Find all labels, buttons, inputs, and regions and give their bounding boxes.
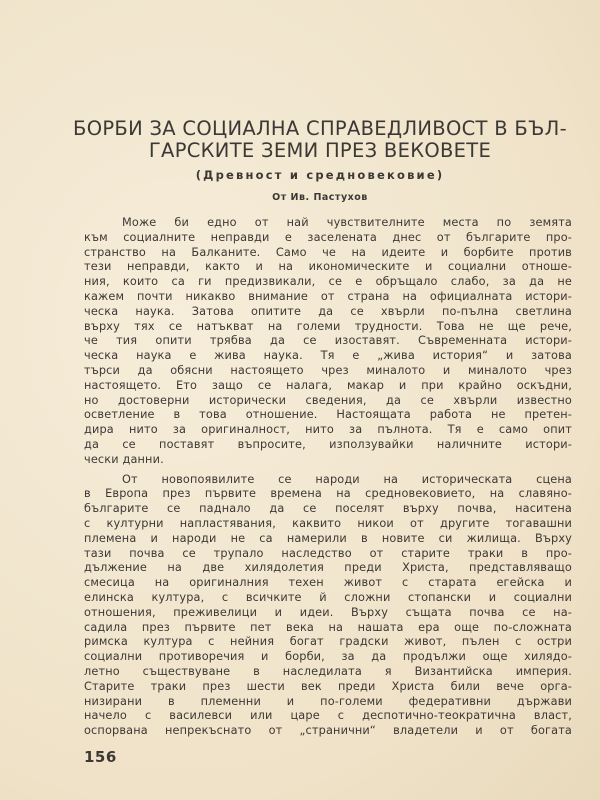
text-line: социални противоречия и борби, за да продължи още хилядо- [84,650,572,664]
text-line: садила през първите пет века на нашата ера още по-сложната [84,620,572,634]
text-line: начело с василевси или царе с деспотично-теократична власт, [84,709,572,723]
text-line: чески данни. [84,452,164,466]
text-line: с културни напластявания, каквито никои от другите тогавашни [84,516,572,530]
text-line: настоящето. Ето защо се налага, макар и при крайно оскъдни, [84,378,572,392]
text-line: елинска култура, с всичките й сложни стопански и социални [84,590,572,604]
page-number: 156 [84,748,117,766]
text-line: към социалните неправди е заселената днес от българите про- [84,230,572,244]
text-line: отношения, преживелици и идеи. Върху същата почва се на- [84,605,572,619]
paragraph-1 [84,216,572,468]
text-line: низирани в племенни и по-големи федеративни държави [84,694,572,708]
text-line: да се поставят въпросите, използувайки наличните истори- [84,437,572,451]
text-line: римска култура с нейния богат градски живот, пълен с остри [84,635,572,649]
text-line: върху тях се натъкват на големи трудности. Това не ще рече, [84,319,572,333]
text-line: летно съществуване в наследилата я Византийска империя. [84,664,572,678]
text-line: оспорвана непрекъснато от „странични“ владетели и от богата [84,724,572,738]
text-line: племена и народи не са намерили в новите си жилища. Върху [84,531,572,545]
text-line: кажем почти никакво внимание от страна на официалната истори- [84,289,572,303]
text-line: ческа наука е жива наука. Тя е „жива история“ и затова [84,349,572,363]
text-line: търси да обясни настоящето чрез миналото и миналото чрез [84,363,572,377]
text-line: Старите траки през шести век преди Христа били вече орга- [84,679,572,693]
text-line: От новопоявилите се народи на историческата сцена [122,472,572,486]
text-line: Може би едно от най чувствителните места по земята [122,216,572,229]
text-line: дира нито за оригиналност, нито за пълнота. Тя е само опит [84,423,572,437]
text-line: българите се паднало да се поселят върху почва, наситена [84,502,572,516]
text-line: в Европа през първите времена на средновековието, на славяно- [84,487,572,501]
text-line: тази почва се трупало наследство от старите траки в про- [84,546,572,560]
article-body [84,216,572,739]
paragraph-2 [84,473,572,739]
text-line: че тия опити трябва да се изоставят. Съвременната истори- [84,334,572,348]
text-line: дължение на две хилядолетия преди Христа, представляващо [84,561,572,575]
text-line: тези неправди, както и на икономическите и социални отноше- [84,260,572,274]
article-subtitle: (Древност и средновековие) [195,168,445,182]
text-line: но достоверни исторически сведения, да се хвърли известно [84,393,572,407]
title-line-1: БОРБИ ЗА СОЦИАЛНА СПРАВЕДЛИВОСТ В БЪЛ- [73,117,567,140]
title-line-2: ГАРСКИТЕ ЗЕМИ ПРЕЗ ВЕКОВЕТЕ [148,139,492,162]
text-line: ния, които са ги предизвикали, се е обръщало слабо, за да не [84,275,572,289]
text-line: странство на Балканите. Само че на идеите и борбите против [84,245,572,259]
text-line: осветление в това отношение. Настоящата работа не претен- [84,408,572,422]
article-title [60,118,580,162]
text-line: ческа наука. Затова опитите да се хвърли по-пълна светлина [84,304,572,318]
article-author: От Ив. Пастухов [272,192,368,203]
text-line: смесица на оригиналния техен живот с старата егейска и [84,576,572,590]
